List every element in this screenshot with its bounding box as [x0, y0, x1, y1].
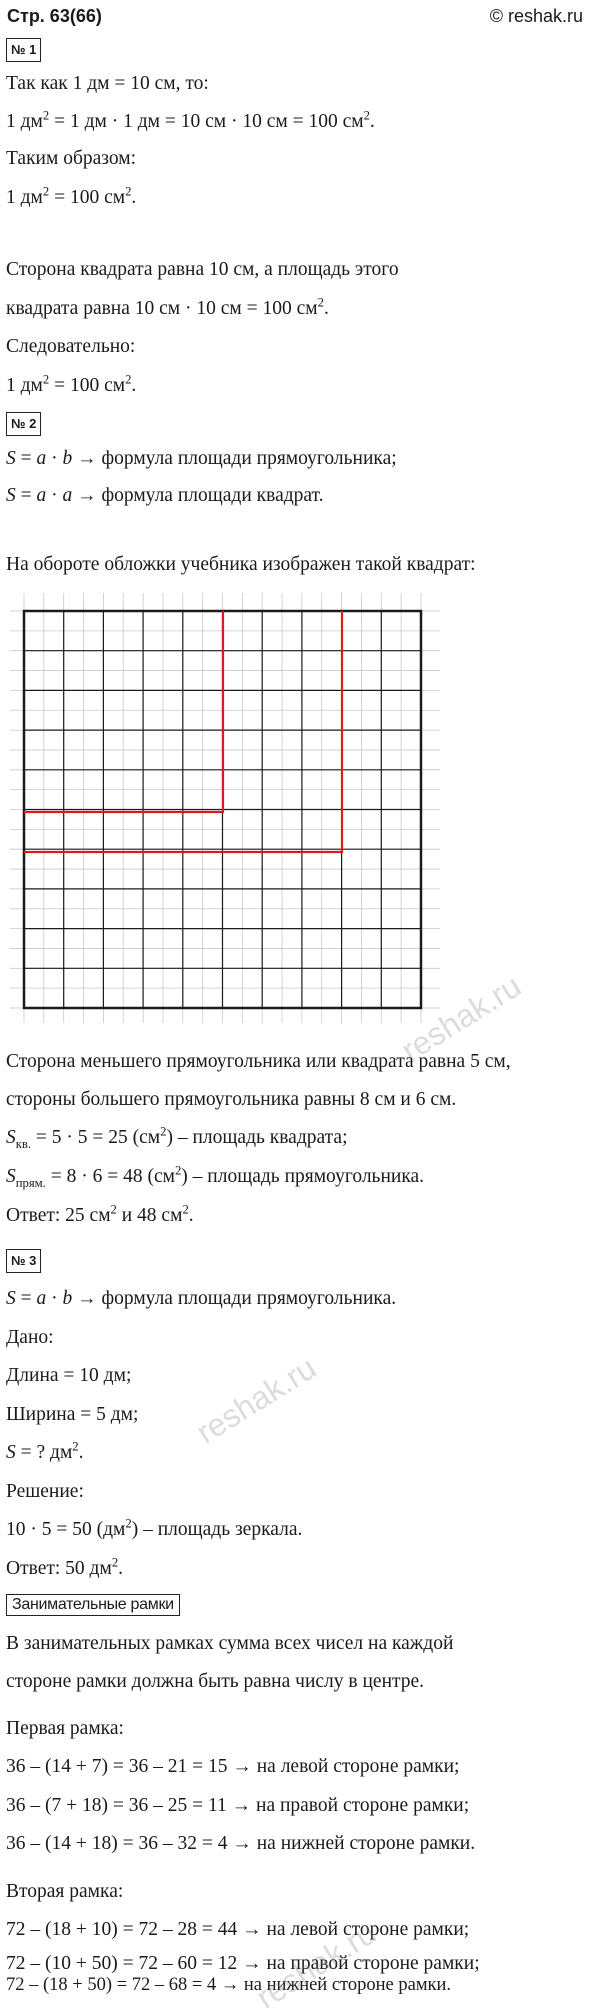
task2-desc2: стороны большего прямоугольника равны 8 см и 6 см. — [6, 1089, 457, 1110]
task2-desc1: Сторона меньшего прямоугольника или квадрата равна 5 см, — [6, 1051, 511, 1072]
task1-line1: Так как 1 дм = 10 см, то: — [6, 73, 209, 94]
square-grid-diagram — [10, 593, 440, 1023]
first-frame-label: Первая рамка: — [6, 1718, 124, 1739]
task2-rect-area: $S_{прям.} = 8 \cdot 6 = 48$ $(см^2)$ – площадь прямоугольника. — [6, 1163, 425, 1190]
task3-badge: № 3 — [6, 1249, 41, 1273]
task3-solution-label: Решение: — [6, 1481, 84, 1502]
watermark-text: reshak.ru — [395, 967, 528, 1069]
second-frame-label: Вторая рамка: — [6, 1881, 124, 1902]
task1-line4: 1 $дм^2 = 100$ $см^2$. — [6, 184, 137, 208]
task3-width: Ширина = 5 дм; — [6, 1404, 139, 1425]
site-credit: © reshak.ru — [489, 6, 583, 26]
task3-formula: S = a · b → формула площади прямоугольника. — [6, 1288, 397, 1309]
second-frame-bottom: 72 – (18 + 50) = 72 – 68 = 4 → на нижней стороне рамки. — [6, 1975, 452, 1995]
first-frame-bottom: 36 – (14 + 18) = 36 – 32 = 4 → на нижней стороне рамки. — [6, 1833, 476, 1854]
task1-line8: 1 $дм^2 = 100$ $см^2$. — [6, 372, 137, 396]
frames-badge: Занимательные рамки — [6, 1594, 180, 1616]
task1-line7: Следовательно: — [6, 336, 136, 357]
task2-square-area: $S_{кв.} = 5 \cdot 5 = 25$ $(см^2)$ – площадь квадрата; — [6, 1124, 348, 1151]
frames-paragraph-line2: стороне рамки должна быть равна числу в центре. — [6, 1671, 425, 1692]
task3-answer: Ответ: 50 $дм^2$. — [6, 1555, 124, 1579]
task3-calculation: 10 · 5 = 50 $(дм^2)$ – площадь зеркала. — [6, 1516, 303, 1540]
task1-line2: 1 $дм^2 = 1$ дм · 1 дм = 10 см · 10 см = 100 $см^2$. — [6, 108, 375, 132]
page-reference: Стр. 63(66) — [7, 6, 102, 26]
task1-line6: квадрата равна 10 см · 10 см = 100 $см^2$. — [6, 295, 329, 319]
first-frame-right: 36 – (7 + 18) = 36 – 25 = 11 → на правой стороне рамки; — [6, 1795, 470, 1816]
task2-formula-square: S = a · a → формула площади квадрат. — [6, 485, 324, 506]
task1-line5: Сторона квадрата равна 10 см, а площадь этого — [6, 259, 399, 280]
second-frame-left: 72 – (18 + 10) = 72 – 28 = 44 → на левой стороне рамки; — [6, 1919, 470, 1940]
task3-given: Дано: — [6, 1327, 54, 1348]
task3-length: Длина = 10 дм; — [6, 1365, 132, 1386]
frames-paragraph-line1: В занимательных рамках сумма всех чисел на каждой — [6, 1633, 454, 1654]
watermark-text-middle: reshak.ru — [190, 1349, 323, 1451]
first-frame-left: 36 – (14 + 7) = 36 – 21 = 15 → на левой стороне рамки; — [6, 1756, 460, 1777]
watermark-text-bottom: reshak.ru — [250, 1914, 383, 2016]
task1-line3: Таким образом: — [6, 148, 137, 169]
second-frame-right: 72 – (10 + 50) = 72 – 60 = 12 → на правой стороне рамки; — [6, 1953, 480, 1974]
task2-intro: На обороте обложки учебника изображен такой квадрат: — [6, 554, 476, 575]
task1-badge: № 1 — [6, 38, 41, 62]
task3-area-unknown: S = ? $дм^2$. — [6, 1439, 84, 1463]
task2-answer: Ответ: 25 $см^2$ и 48 $см^2$. — [6, 1202, 194, 1226]
fine-grid — [10, 593, 440, 1023]
task2-badge: № 2 — [6, 412, 41, 436]
task2-formula-rect: S = a · b → формула площади прямоугольника; — [6, 448, 397, 469]
